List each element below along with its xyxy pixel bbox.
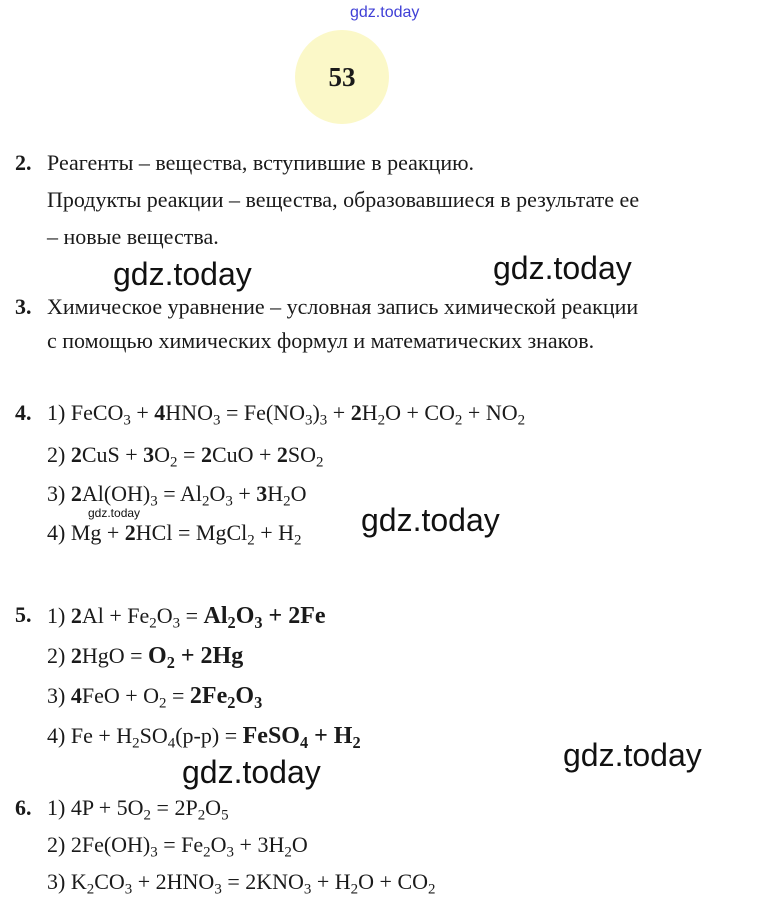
equation [47,481,307,510]
watermark: gdz.today [113,256,252,292]
watermark-small: gdz.today [88,506,141,520]
watermark: gdz.today [182,754,321,790]
watermark: gdz.today [361,502,500,538]
equation-label: 2) [47,643,66,668]
equation-label: 3) [47,481,66,506]
solution-note: (р-р) [175,723,220,748]
task-3-number: 3. [15,294,32,319]
equation-label: 3) [47,869,66,894]
equation-formula: $2HgO = O_2 + 2Hg$ [70,643,244,672]
watermark: gdz.today [563,737,702,773]
equation-label: 1) [47,400,66,425]
equation-label: 1) [47,603,66,628]
page-number-badge [295,30,389,124]
task-2-line: – новые вещества. [47,224,219,249]
task-2-line: Продукты реакции – вещества, образовавшиеся в результате ее [47,187,640,212]
equation-label: 2) [47,442,66,467]
equation-formula: $Fe + H_2SO_4(р-р)$ = FeSO$_4$ + $H_2$ [70,723,361,752]
equation [47,832,308,861]
equation [47,400,526,429]
equation-formula: Mg + 2HCl = MgCl$_2$ + $H_2$ [70,520,302,549]
equation [47,723,361,752]
equation-formula: $2CuS + 3O_2 = 2CuO + 2SO_2$ [70,442,324,471]
task-2-line: Реагенты – вещества, вступившие в реакцию. [47,150,475,175]
equation-formula: $4P + 5O_2 = 2P_2O_5$ [70,795,229,824]
equation-label: 4) [47,723,66,748]
equation-formula: $2Fe(OH)_3 = Fe_2O_3 + 3H_2O$ [70,832,308,861]
equation [47,869,436,898]
task-6-number: 6. [15,795,32,820]
equation [47,643,244,672]
equation-formula: $K_2CO_3 + 2HNO_3 = 2KNO_3 + H_2O + CO_2$ [70,869,436,898]
page-number: 53 [328,61,356,92]
equation [47,442,324,471]
task-2-number: 2. [15,150,32,175]
equation-formula: $4FeO + O_2 = 2Fe_2O_3$ [70,683,263,712]
equation-label: 4) [47,520,66,545]
equation-formula: $2Al(OH)_3 = Al_2O_3 + 3H_2O$ [70,481,307,510]
equation [47,795,229,824]
equation-label: 2) [47,832,66,857]
watermark: gdz.today [493,250,632,286]
equation-label: 1) [47,795,66,820]
task-3-line: с помощью химических формул и математических знаков. [47,328,595,353]
equation [47,520,302,549]
watermark-top: gdz.today [350,4,420,21]
equation-formula: FeCO$_3$ + $4HNO_3 = Fe(NO_3)_3 + 2H_2O + CO_2 + NO_2$ [70,400,526,429]
equation-label: 3) [47,683,66,708]
task-3-line: Химическое уравнение – условная запись химической реакции [47,294,639,319]
task-4-number: 4. [15,400,32,425]
equation [47,683,263,712]
equation-formula: $2Al + Fe_2O_3 = Al_2O_3 + 2Fe$ [70,603,326,632]
task-5-number: 5. [15,602,32,627]
equation [47,603,326,632]
